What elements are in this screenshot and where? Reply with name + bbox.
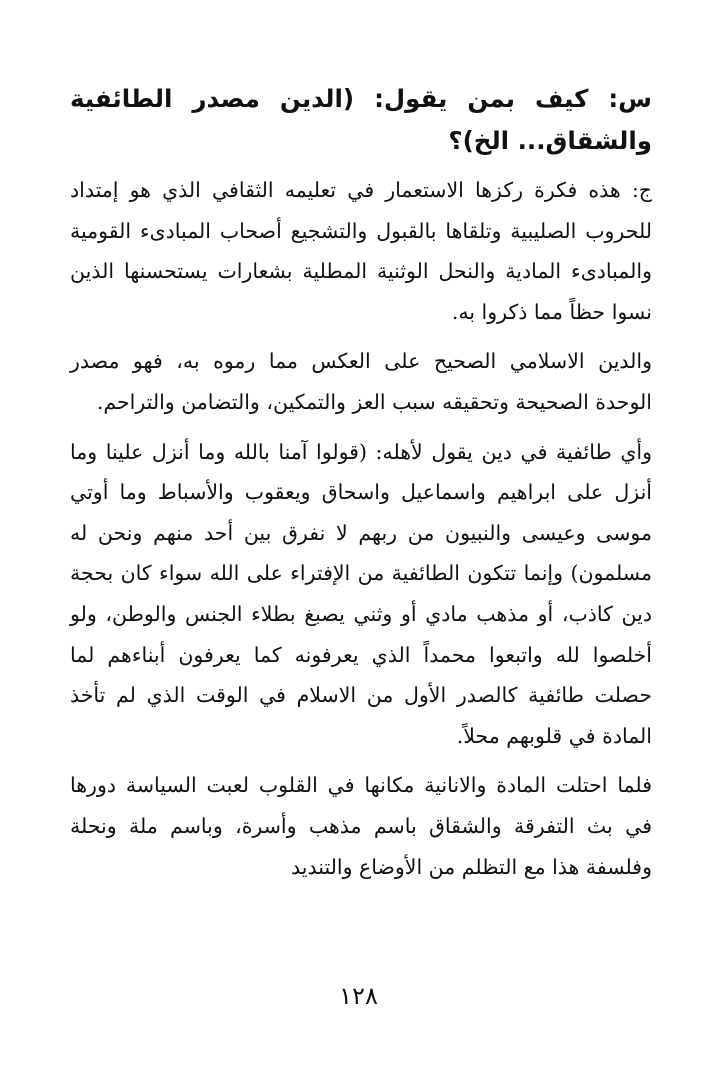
body-paragraph: وأي طائفية في دين يقول لأهله: (قولوا آمنا بالله وما أنزل علينا وما أنزل على ابراهيم واسماعيل واسحاق ويعقوب والأسباط وما أوتي موسى وعيسى والنبيون من ربهم لا نفرق بين أحد منهم ونحن له مسلمون) وإنما تتكون الطائفية من الإفتراء على الله سواء كان بحجة دين كاذب، أو مذهب مادي أو وثني يصبغ بطلاء الجنس والوطن، ولو أخلصوا لله واتبعوا محمداً الذي يعرفونه كما يعرفون أبناءهم لما حصلت طائفية كالصدر الأول من الاسلام في الوقت الذي لم تأخذ المادة في قلوبهم محلاً. [70,439,652,748]
book-page [70,78,652,896]
page-number: ١٢٨ [339,982,378,1010]
body-paragraph: والدين الاسلامي الصحيح على العكس مما رموه به، فهو مصدر الوحدة الصحيحة وتحقيقه سبب العز والتمكين، والتضامن والتراحم. [70,349,652,414]
question-heading: س: كيف بمن يقول: (الدين مصدر الطائفية والشقاق... الخ)؟ [70,84,652,155]
answer-paragraph: ج: هذه فكرة ركزها الاستعمار في تعليمه الثقافي الذي هو إمتداد للحروب الصليبية وتلقاها بالقبول والتشجيع أصحاب المبادىء القومية والمبادىء المادية والنحل الوثنية المطلية بشعارات يستحسنها الذين نسوا حظاً مما ذكروا به. [70,178,652,324]
body-paragraph: فلما احتلت المادة والانانية مكانها في القلوب لعبت السياسة دورها في بث التفرقة والشقاق باسم مذهب وأسرة، وباسم ملة ونحلة وفلسفة هذا مع التظلم من الأوضاع والتنديد [70,773,652,879]
